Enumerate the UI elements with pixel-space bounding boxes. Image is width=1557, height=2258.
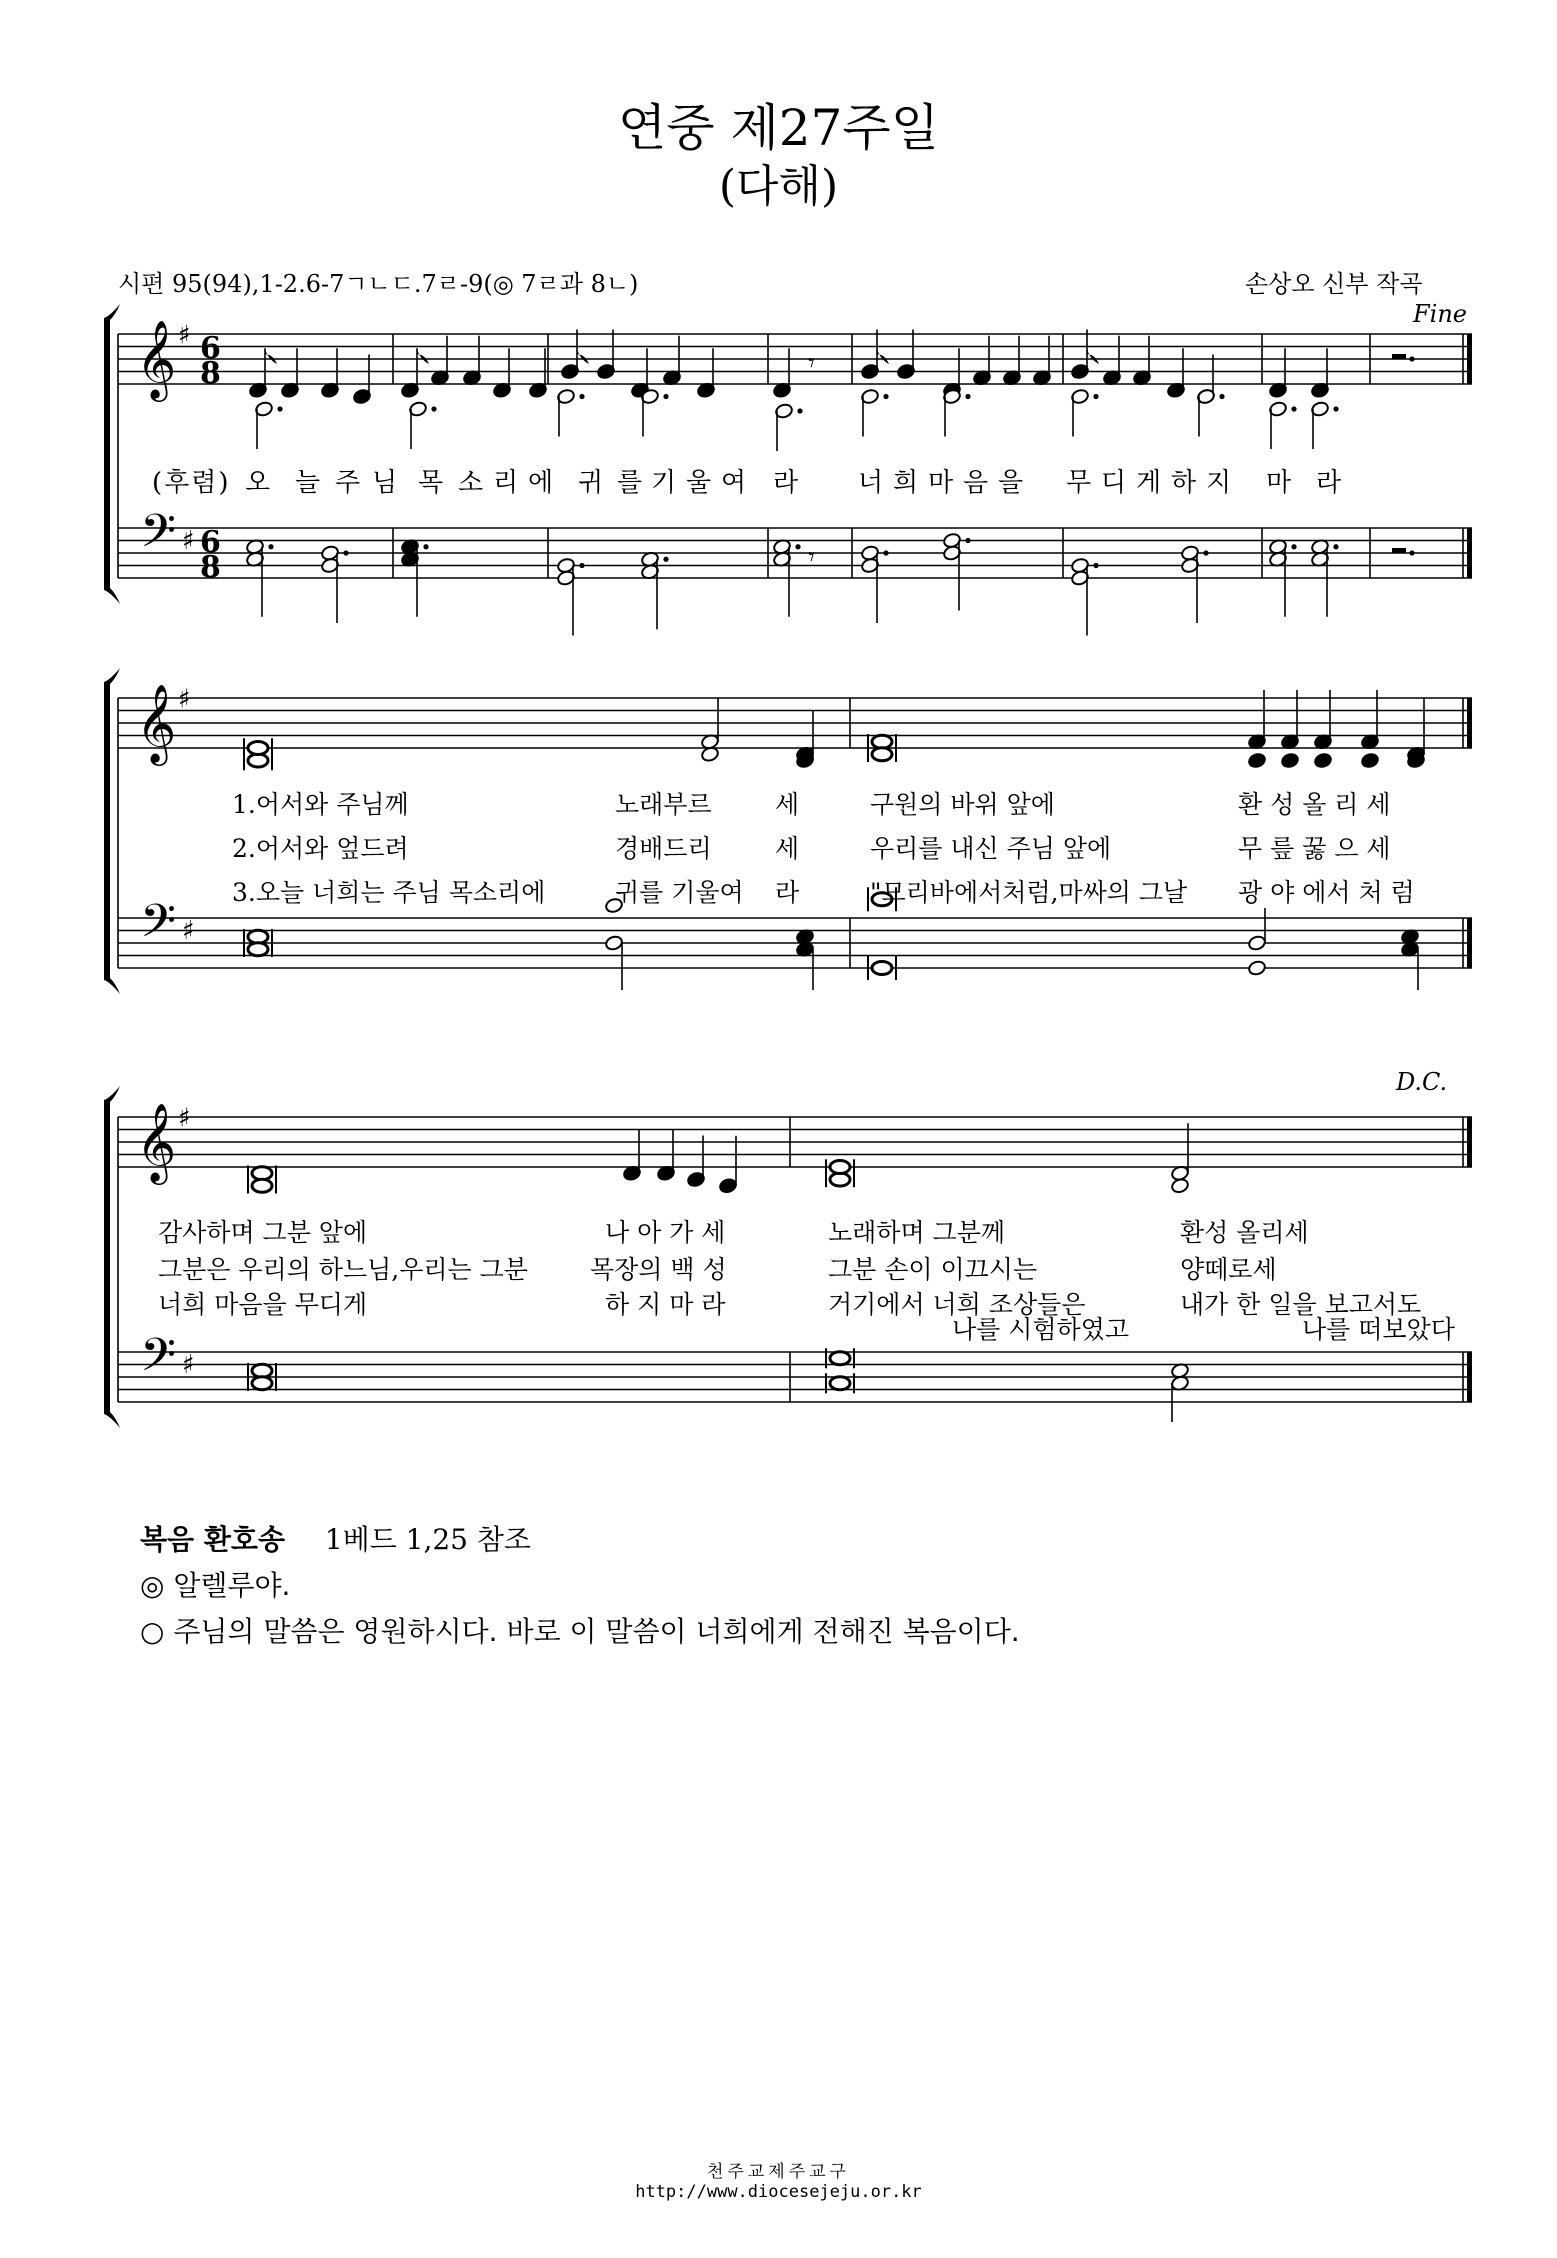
verse-1-part: 노래하며 그분께 <box>828 1218 1005 1247</box>
verse-2-part: 목장의 백 성 <box>590 1255 727 1284</box>
refrain-syllable: 을 <box>998 468 1026 498</box>
note-head <box>1280 752 1299 769</box>
augmentation-dot <box>663 557 668 562</box>
gospel-response: ◎ 알렐루야. <box>140 1569 291 1602</box>
whole-note <box>830 1161 850 1174</box>
verse-3-part: 너희 마음을 무디게 <box>158 1290 368 1319</box>
note-flag <box>417 348 429 364</box>
verse-2-part: 양떼로세 <box>1180 1255 1277 1284</box>
fine-marking: Fine <box>1413 300 1467 328</box>
augmentation-dot <box>1409 356 1414 361</box>
psalm-reference: 시편 95(94),1-2.6-7ㄱㄴㄷ.7ㄹ-9(◎ 7ㄹ과 8ㄴ) <box>118 270 639 298</box>
gospel-verse: ○ 주님의 말씀은 영원하시다. 바로 이 말씀이 너희에게 전해진 복음이다. <box>140 1615 1020 1648</box>
verse-2-part: 무 릎 꿇 으 세 <box>1238 834 1391 863</box>
note-flag <box>1087 348 1099 364</box>
bracket-hook-bottom <box>104 1412 120 1428</box>
half-note-head <box>1247 935 1266 952</box>
whole-note <box>872 962 892 975</box>
verse-1-part: 노래부르 <box>615 790 712 819</box>
refrain-syllable: 오 <box>245 468 273 498</box>
refrain-syllable: 라 <box>773 468 801 498</box>
final-barline-thick <box>1467 698 1472 748</box>
verse-1-part: 환성 올리세 <box>1180 1218 1309 1247</box>
final-barline-thick <box>1467 918 1472 968</box>
gospel-label: 복음 환호송 <box>140 1523 285 1556</box>
bracket-hook-top <box>104 304 120 320</box>
augmentation-dot <box>1409 550 1414 555</box>
verse-1-part: 나 아 가 세 <box>605 1218 726 1247</box>
refrain-syllable: 마 <box>1266 468 1294 498</box>
bass-clef: 𝄢 <box>140 504 177 570</box>
refrain-syllable: 마 <box>928 468 956 498</box>
page-subtitle: (다해) <box>718 161 839 212</box>
verse-3-extra-a: 나를 시험하였고 <box>952 1315 1129 1344</box>
refrain-syllable: 소 <box>458 468 486 498</box>
refrain-syllable: 귀 <box>578 468 606 498</box>
verse-2-part: 그분은 우리의 하느님,우리는 그분 <box>158 1255 528 1284</box>
bracket-hook-bottom <box>104 978 120 994</box>
refrain-syllable: 에 <box>528 468 556 498</box>
refrain-syllable: 게 <box>1136 468 1164 498</box>
bass-clef: 𝄢 <box>140 894 177 960</box>
verse-3-part: "므리바에서처럼,마싸의 그날 <box>870 878 1188 907</box>
augmentation-dot <box>1203 550 1208 555</box>
verse-1-part: 세 <box>775 790 800 819</box>
verse-3-part: 광 야 에서 처 럼 <box>1238 878 1415 907</box>
refrain-syllable: 울 <box>686 468 714 498</box>
verse-2-part: 우리를 내신 주님 앞에 <box>870 834 1112 863</box>
refrain-label: (후렴) <box>152 468 231 498</box>
system-bracket <box>104 318 110 590</box>
final-barline-thick <box>1467 528 1472 578</box>
eighth-rest: 𝄾 <box>808 348 815 379</box>
treble-clef: 𝄞 <box>136 684 177 763</box>
final-barline-thick <box>1467 1352 1472 1402</box>
augmentation-dot <box>1333 544 1338 549</box>
whole-note <box>872 748 892 761</box>
augmentation-dot <box>268 544 273 549</box>
augmentation-dot <box>423 544 428 549</box>
note-head <box>1360 752 1379 769</box>
verse-2-part: 경배드리 <box>615 834 712 863</box>
augmentation-dot <box>579 563 584 568</box>
verse-1-part: 감사하며 그분 앞에 <box>158 1218 368 1247</box>
sharp-key-signature: ♯ <box>182 1350 195 1380</box>
augmentation-dot <box>795 544 800 549</box>
refrain-syllable: 늘 <box>295 468 323 498</box>
note-flag <box>577 348 589 364</box>
treble-clef: 𝄞 <box>136 320 177 399</box>
half-rest <box>1392 354 1406 359</box>
verse-3-part: 거기에서 너희 조상들은 <box>828 1290 1086 1319</box>
treble-clef: 𝄞 <box>136 1103 177 1182</box>
composer-credit: 손상오 신부 작곡 <box>1245 270 1423 298</box>
refrain-syllable: 주 <box>335 468 363 498</box>
augmentation-dot <box>1093 394 1098 399</box>
verse-3-part: 3.오늘 너희는 주님 목소리에 <box>232 878 546 907</box>
note-head <box>1313 752 1332 769</box>
sharp-key-signature: ♯ <box>178 684 191 715</box>
note-head <box>1247 752 1266 769</box>
refrain-syllable: 님 <box>372 468 400 498</box>
refrain-syllable: 라 <box>1316 468 1344 498</box>
bass-clef: 𝄢 <box>140 1328 177 1394</box>
time-signature-bottom: 8 <box>200 356 221 391</box>
augmentation-dot <box>883 394 888 399</box>
verse-3-part: 하 지 마 라 <box>605 1290 726 1319</box>
whole-note <box>830 1377 850 1390</box>
verse-2-part: 세 <box>775 834 800 863</box>
time-signature-top: 6 <box>200 331 221 366</box>
augmentation-dot <box>965 394 970 399</box>
augmentation-dot <box>431 406 436 411</box>
whole-note <box>252 1179 272 1192</box>
system-bracket <box>104 682 110 980</box>
verse-3-part: 내가 한 일을 보고서도 <box>1180 1290 1422 1319</box>
refrain-syllable: 하 <box>1171 468 1199 498</box>
augmentation-dot <box>663 394 668 399</box>
augmentation-dot <box>797 408 802 413</box>
verse-3-part: 귀를 기울여 <box>615 878 744 907</box>
refrain-syllable: 무 <box>1066 468 1094 498</box>
verse-1-part: 환 성 올 리 세 <box>1238 790 1391 819</box>
note-flag <box>877 348 889 364</box>
augmentation-dot <box>277 406 282 411</box>
sharp-key-signature: ♯ <box>182 916 195 946</box>
augmentation-dot <box>965 538 970 543</box>
refrain-syllable: 여 <box>721 468 749 498</box>
page-title: 연중 제27주일 <box>617 99 940 157</box>
augmentation-dot <box>883 550 888 555</box>
system-bracket <box>104 1100 110 1414</box>
final-barline-thick <box>1467 334 1472 384</box>
refrain-syllable: 너 <box>858 468 886 498</box>
whole-note <box>248 943 268 956</box>
augmentation-dot <box>579 394 584 399</box>
refrain-syllable: 디 <box>1101 468 1129 498</box>
whole-note <box>252 1377 272 1390</box>
footer-url: http://www.diocesejeju.or.kr <box>635 2182 922 2202</box>
refrain-syllable: 기 <box>651 468 679 498</box>
gospel-acclamation-heading <box>140 1518 531 1558</box>
whole-note <box>830 1352 850 1365</box>
time-signature-bottom: 8 <box>200 550 221 585</box>
time-signature-top: 6 <box>200 525 221 560</box>
refrain-syllable: 음 <box>963 468 991 498</box>
augmentation-dot <box>343 550 348 555</box>
verse-3-extra-b: 나를 떠보았다 <box>1302 1315 1455 1344</box>
half-note-head <box>1170 1177 1189 1194</box>
augmentation-dot <box>1291 544 1296 549</box>
verse-1-part: 1.어서와 주님께 <box>232 790 409 819</box>
whole-note <box>248 742 268 755</box>
verse-3-part: 라 <box>775 878 800 907</box>
verse-2-part: 그분 손이 이끄시는 <box>828 1255 1038 1284</box>
footer-org: 천주교제주교구 <box>707 2162 850 2182</box>
half-rest <box>1392 548 1406 553</box>
refrain-syllable: 목 <box>418 468 446 498</box>
sharp-key-signature: ♯ <box>182 526 195 556</box>
final-barline-thick <box>1467 1117 1472 1167</box>
refrain-syllable: 를 <box>617 468 645 498</box>
refrain-syllable: 희 <box>893 468 921 498</box>
dc-marking: D.C. <box>1396 1068 1448 1096</box>
note-flag <box>265 348 277 364</box>
bracket-hook-top <box>104 1086 120 1102</box>
bracket-hook-bottom <box>104 588 120 604</box>
half-note-head <box>1247 960 1266 977</box>
eighth-rest: 𝄾 <box>808 542 815 573</box>
bracket-hook-top <box>104 668 120 684</box>
verse-1-part: 구원의 바위 앞에 <box>870 790 1055 819</box>
gospel-ref: 1베드 1,25 참조 <box>324 1523 531 1556</box>
verse-2-part: 2.어서와 엎드려 <box>232 834 409 863</box>
sharp-key-signature: ♯ <box>178 320 191 351</box>
augmentation-dot <box>1219 394 1224 399</box>
augmentation-dot <box>1333 406 1338 411</box>
half-note-head <box>604 935 623 952</box>
augmentation-dot <box>1093 563 1098 568</box>
sharp-key-signature: ♯ <box>178 1103 191 1134</box>
refrain-syllable: 리 <box>493 468 521 498</box>
refrain-syllable: 지 <box>1206 468 1234 498</box>
augmentation-dot <box>1291 406 1296 411</box>
note-head <box>718 1177 737 1194</box>
